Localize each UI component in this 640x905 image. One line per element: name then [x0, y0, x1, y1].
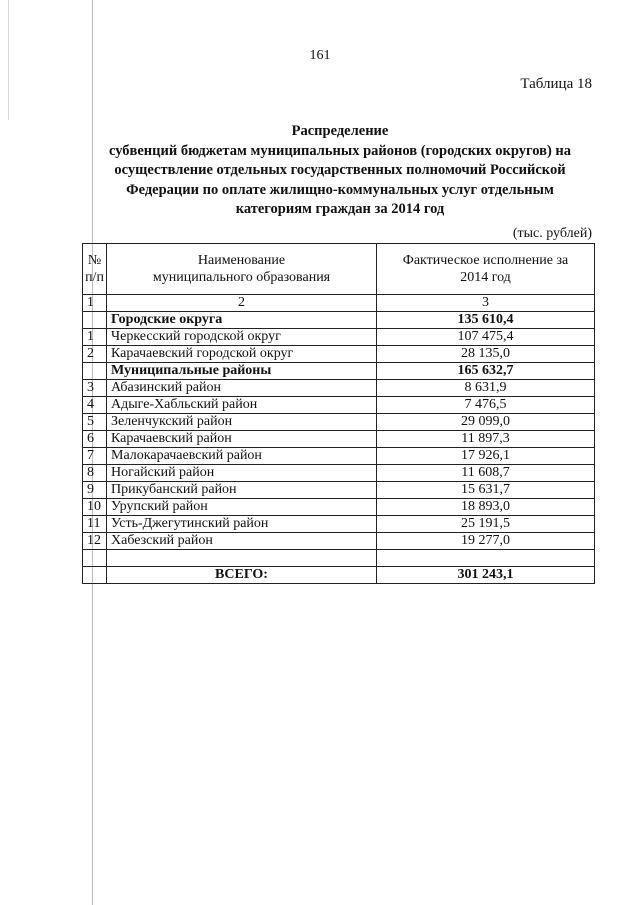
table-row	[83, 397, 595, 414]
row-number: 6	[83, 431, 107, 448]
subvention-table	[82, 243, 595, 584]
row-value: 25 191,5	[377, 516, 595, 533]
table-row	[83, 533, 595, 550]
row-name: Карачаевский городской округ	[107, 346, 377, 363]
row-value: 135 610,4	[377, 312, 595, 329]
row-value: 28 135,0	[377, 346, 595, 363]
row-value: 29 099,0	[377, 414, 595, 431]
row-name: Городские округа	[107, 312, 377, 329]
total-row	[83, 567, 595, 584]
row-value: 19 277,0	[377, 533, 595, 550]
row-value: 11 608,7	[377, 465, 595, 482]
header-row	[83, 244, 595, 295]
empty-cell	[377, 550, 595, 567]
group-row	[83, 312, 595, 329]
header-value: Фактическое исполнение за 2014 год	[377, 244, 595, 295]
table-row	[83, 346, 595, 363]
group-row	[83, 363, 595, 380]
row-number	[83, 363, 107, 380]
title-line: субвенций бюджетам муниципальных районов (городских округов) на	[108, 142, 572, 159]
row-name: Малокарачаевский район	[107, 448, 377, 465]
total-blank	[83, 567, 107, 584]
row-name: Прикубанский район	[107, 482, 377, 499]
table-row	[83, 448, 595, 465]
total-value: 301 243,1	[377, 567, 595, 584]
index-cell: 1	[83, 295, 107, 312]
row-number: 10	[83, 499, 107, 516]
row-value: 15 631,7	[377, 482, 595, 499]
title-line: Федерации по оплате жилищно-коммунальных услуг отдельным	[126, 181, 554, 198]
index-cell: 3	[377, 295, 595, 312]
table-row	[83, 482, 595, 499]
empty-cell	[83, 550, 107, 567]
row-number: 2	[83, 346, 107, 363]
title-line: категориям граждан за 2014 год	[235, 201, 445, 217]
row-number: 11	[83, 516, 107, 533]
table-row	[83, 414, 595, 431]
row-number: 5	[83, 414, 107, 431]
row-name: Урупский район	[107, 499, 377, 516]
row-number	[83, 312, 107, 329]
row-value: 7 476,5	[377, 397, 595, 414]
row-name: Адыге-Хабльский район	[107, 397, 377, 414]
page-number: 161	[309, 48, 331, 63]
index-cell: 2	[107, 295, 377, 312]
table-row	[83, 380, 595, 397]
row-number: 4	[83, 397, 107, 414]
row-value: 8 631,9	[377, 380, 595, 397]
row-value: 165 632,7	[377, 363, 595, 380]
empty-row	[83, 550, 595, 567]
row-number: 3	[83, 380, 107, 397]
row-name: Ногайский район	[107, 465, 377, 482]
total-label: ВСЕГО:	[107, 567, 377, 584]
title-line: осуществление отдельных государственных полномочий Российской	[114, 162, 566, 178]
row-name: Карачаевский район	[107, 431, 377, 448]
row-value: 18 893,0	[377, 499, 595, 516]
table-label: Таблица 18	[520, 76, 592, 92]
row-name: Хабезский район	[107, 533, 377, 550]
row-name: Черкесский городской округ	[107, 329, 377, 346]
row-number: 12	[83, 533, 107, 550]
header-num: № п/п	[83, 244, 107, 295]
row-number: 9	[83, 482, 107, 499]
row-value: 107 475,4	[377, 329, 595, 346]
row-value: 11 897,3	[377, 431, 595, 448]
table-row	[83, 516, 595, 533]
row-number: 1	[83, 329, 107, 346]
table-row	[83, 329, 595, 346]
index-row	[83, 295, 595, 312]
row-name: Абазинский район	[107, 380, 377, 397]
row-name: Зеленчукский район	[107, 414, 377, 431]
row-value: 17 926,1	[377, 448, 595, 465]
table-row	[83, 499, 595, 516]
table-row	[83, 431, 595, 448]
document-title	[70, 122, 610, 220]
units-label: (тыс. рублей)	[512, 226, 592, 241]
row-name: Муниципальные районы	[107, 363, 377, 380]
row-number: 8	[83, 465, 107, 482]
row-name: Усть-Джегутинский район	[107, 516, 377, 533]
empty-cell	[107, 550, 377, 567]
row-number: 7	[83, 448, 107, 465]
title-line: Распределение	[291, 123, 389, 139]
header-name: Наименование муниципального образования	[107, 244, 377, 295]
table-row	[83, 465, 595, 482]
